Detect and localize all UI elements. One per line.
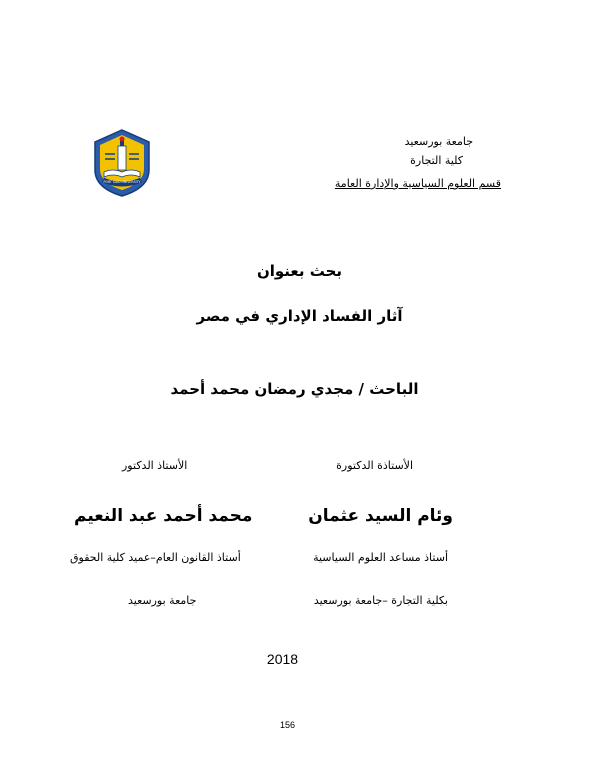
- faculty-name: كلية التجارة: [410, 154, 463, 167]
- title-label: بحث بعنوان: [256, 262, 343, 280]
- supervisor-1-institution: بكلية التجارة –جامعة بورسعيد: [313, 594, 448, 607]
- researcher-name: الباحث / مجدي رمضان محمد أحمد: [170, 380, 419, 398]
- supervisor-2-name: محمد أحمد عبد النعيم: [74, 506, 253, 526]
- supervisor-2-institution: جامعة بورسعيد: [128, 594, 197, 607]
- university-name: جامعة بورسعيد: [404, 135, 473, 148]
- supervisor-1-name: وئام السيد عثمان: [308, 506, 453, 526]
- page-number: 156: [279, 720, 296, 730]
- supervisor-2-rank: أستاذ القانون العام–عميد كلية الحقوق: [70, 551, 241, 564]
- logo-text: PORT SAID UNIVERSITY: [103, 180, 141, 184]
- supervisor-1-rank: أستاذ مساعد العلوم السياسية: [313, 551, 448, 564]
- university-logo-icon: [91, 128, 153, 198]
- supervisor-1-title: الأستاذة الدكتورة: [336, 459, 413, 472]
- supervisor-2-title: الأستاذ الدكتور: [122, 459, 188, 472]
- department-name: قسم العلوم السياسية والإدارة العامة: [334, 177, 501, 190]
- publication-year: 2018: [266, 651, 299, 667]
- research-title: آثار الفساد الإداري في مصر: [196, 307, 403, 325]
